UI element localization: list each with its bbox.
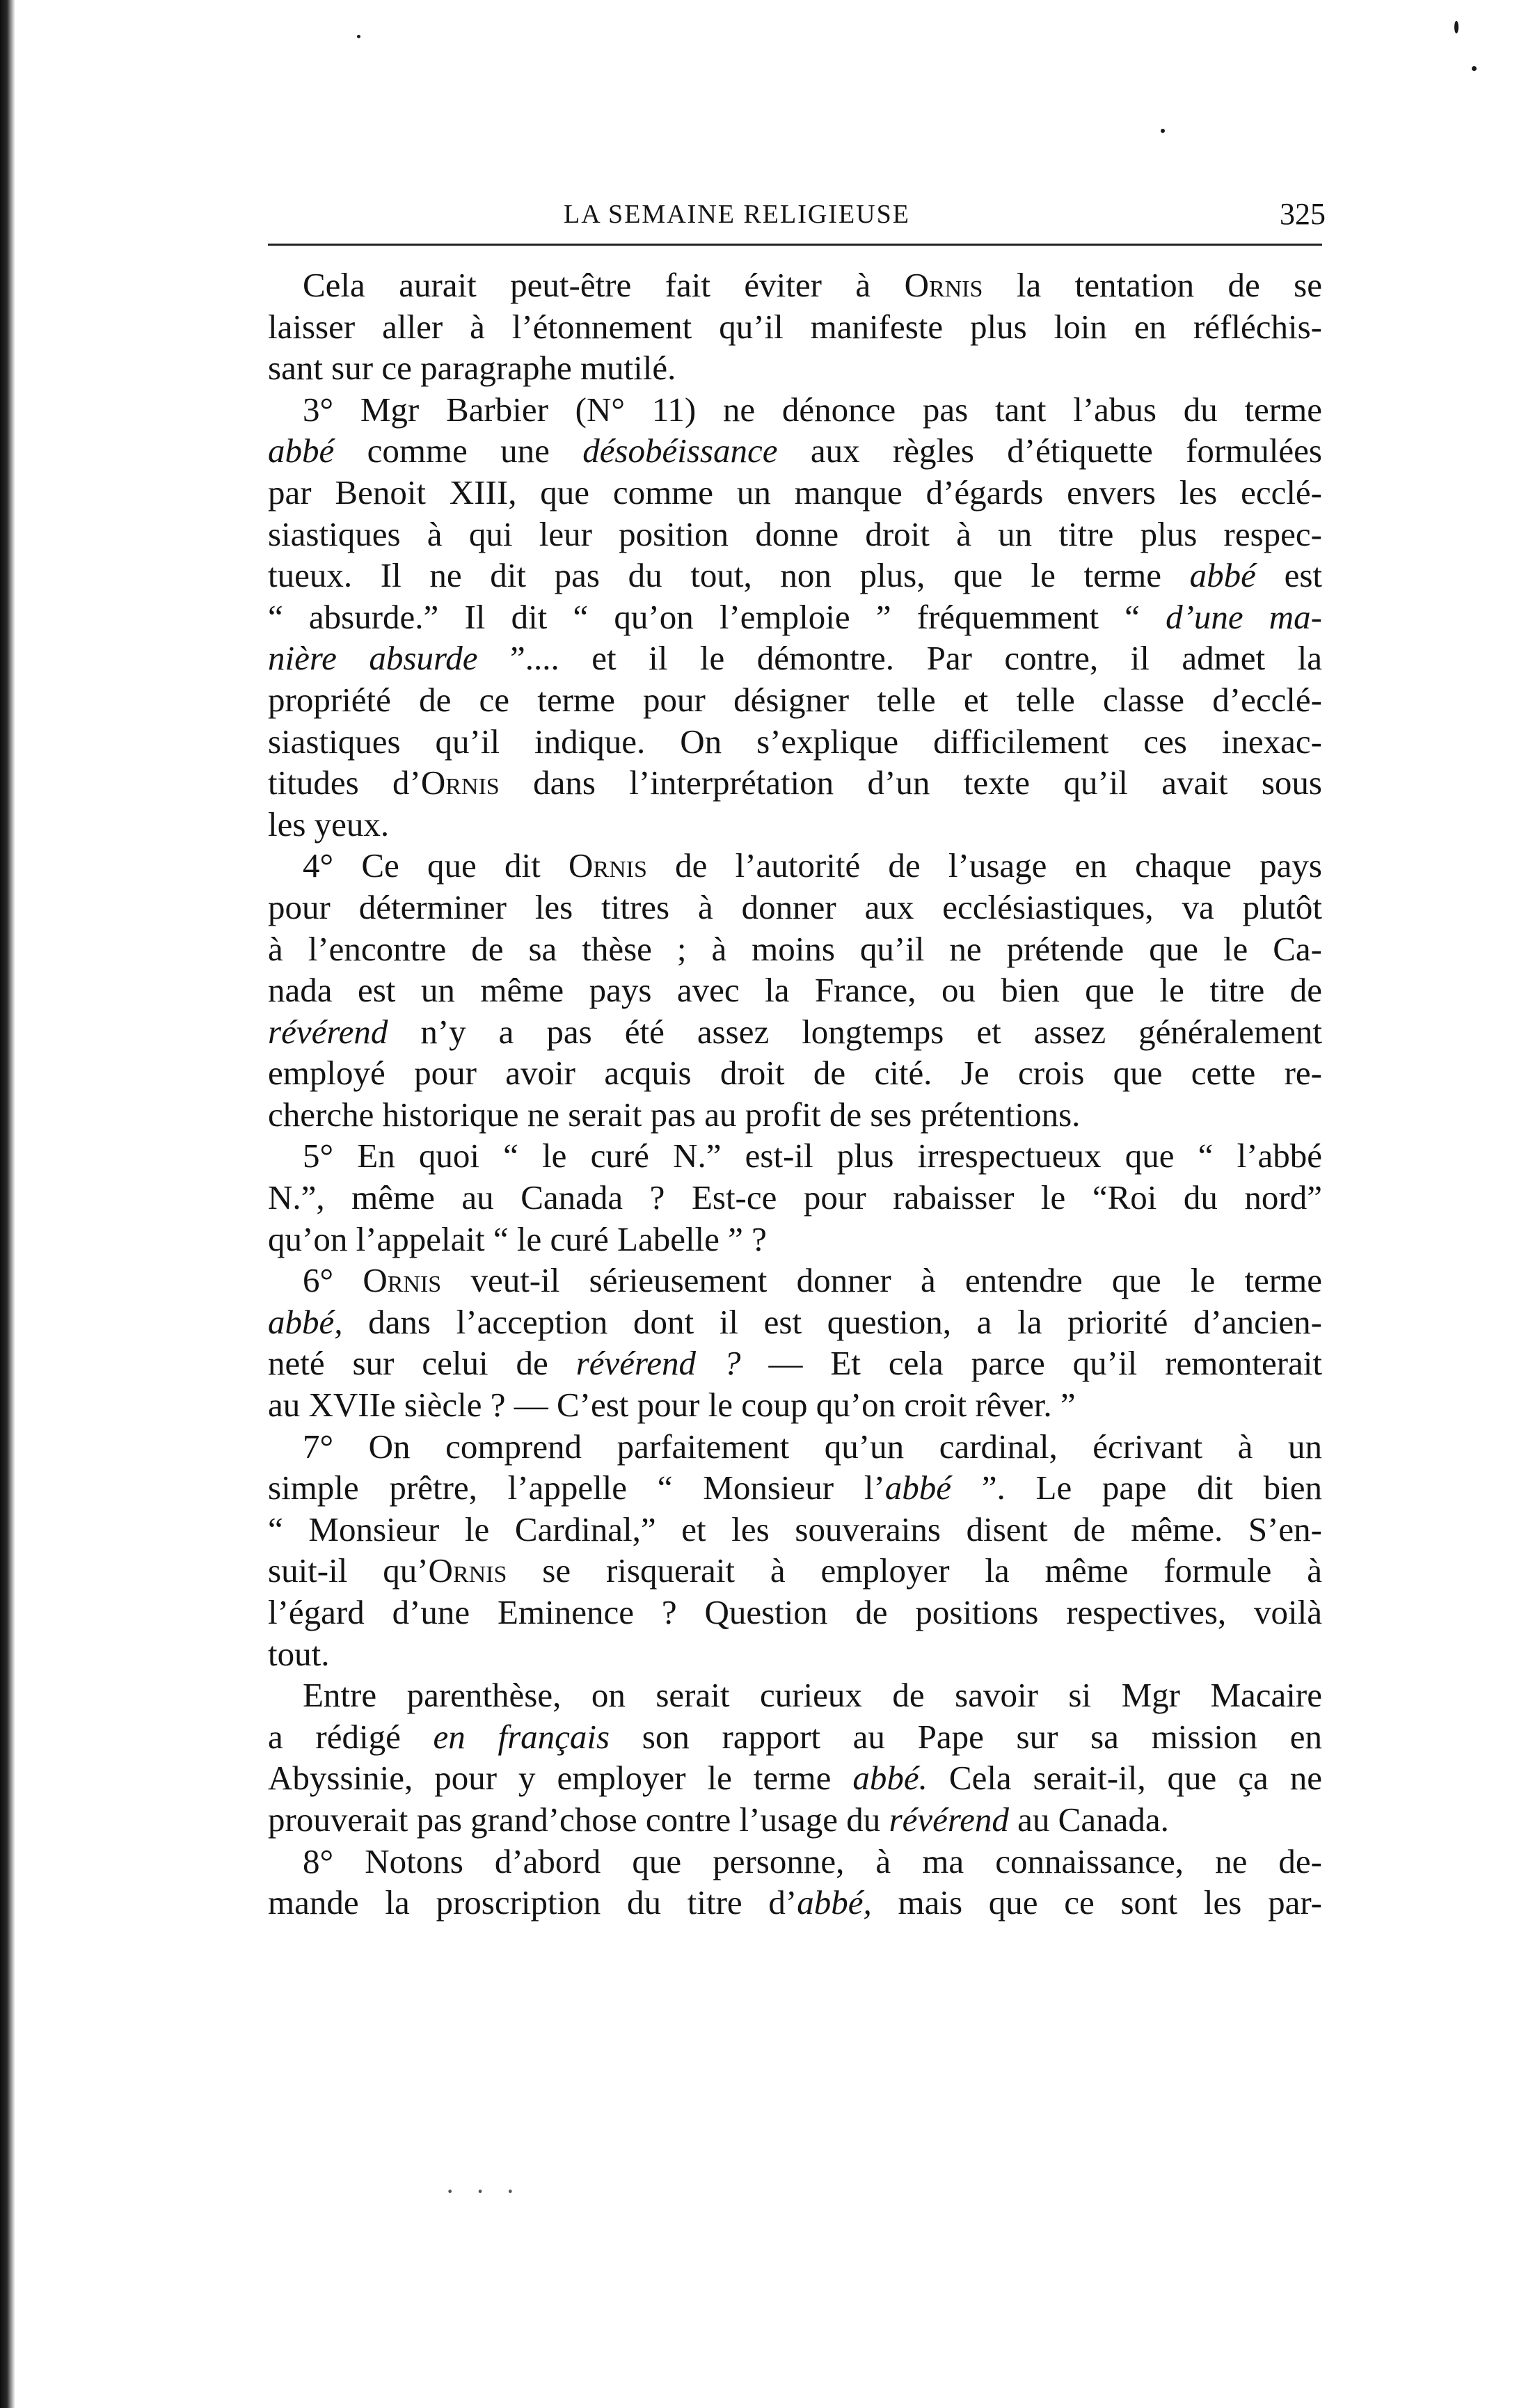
text-line: 5° En quoi “ le curé N.” est-il plus irrespectueux que “ l’abbé [303, 1136, 1322, 1175]
text-line: suit-il qu’Ornis se risquerait à employer la même formule à [268, 1551, 1322, 1590]
text-line: cherche historique ne serait pas au profit de ses prétentions. [268, 1095, 1081, 1134]
ink-speck [1472, 66, 1477, 71]
text-line: “ absurde.” Il dit “ qu’on l’emploie ” fréquemment “ d’une ma- [268, 597, 1323, 636]
text-line: mande la proscription du titre d’abbé, mais que ce sont les par- [268, 1883, 1322, 1922]
bleed-through-marks: · · · [445, 2176, 522, 2207]
body-text [268, 264, 1322, 1924]
text-line: 4° Ce que dit Ornis de l’autorité de l’usage en chaque pays [303, 846, 1322, 885]
binding-edge [0, 0, 15, 2408]
text-line: abbé comme une désobéissance aux règles d’étiquette formulées [268, 431, 1322, 470]
text-line: neté sur celui de révérend ? — Et cela parce qu’il remonterait [268, 1344, 1322, 1383]
text-line: les yeux. [268, 805, 390, 843]
text-line: employé pour avoir acquis droit de cité. Je crois que cette re- [268, 1054, 1322, 1093]
paragraph [268, 1426, 1322, 1675]
text-line: titudes d’Ornis dans l’interprétation d’un texte qu’il avait sous [268, 763, 1322, 802]
text-line: qu’on l’appelait “ le curé Labelle ” ? [268, 1219, 767, 1258]
text-line: propriété de ce terme pour désigner telle et telle classe d’ecclé- [268, 680, 1322, 719]
text-line: sant sur ce paragraphe mutilé. [268, 349, 676, 388]
text-line: Cela aurait peut-être fait éviter à Ornis la tentation de se [303, 266, 1322, 304]
text-line: “ Monsieur le Cardinal,” et les souverains disent de même. S’en- [268, 1510, 1322, 1548]
text-line: l’égard d’une Eminence ? Question de positions respectives, voilà [268, 1593, 1322, 1631]
running-header [268, 193, 1326, 235]
text-line: révérend n’y a pas été assez longtemps et assez généralement [268, 1012, 1322, 1051]
text-line: tueux. Il ne dit pas du tout, non plus, que le terme abbé est [268, 556, 1322, 595]
paragraph [268, 389, 1322, 846]
text-line: pour déterminer les titres à donner aux ecclésiastiques, va plutôt [268, 887, 1322, 926]
ink-speck [1161, 129, 1165, 133]
text-line: 3° Mgr Barbier (N° 11) ne dénonce pas tant l’abus du terme [303, 390, 1322, 429]
ink-speck [357, 35, 360, 38]
text-line: a rédigé en français son rapport au Pape sur sa mission en [268, 1717, 1322, 1756]
paragraph [268, 1260, 1322, 1425]
paragraph [268, 264, 1322, 389]
ink-speck [1454, 21, 1459, 33]
paragraph [268, 1841, 1322, 1924]
text-line: N.”, même au Canada ? Est-ce pour rabaisser le “Roi du nord” [268, 1178, 1322, 1217]
text-line: siastiques à qui leur position donne droit à un titre plus respec- [268, 514, 1322, 553]
paragraph [268, 1674, 1322, 1840]
page-number: 325 [1280, 197, 1326, 231]
text-line: nada est un même pays avec la France, ou bien que le titre de [268, 971, 1322, 1010]
text-line: prouverait pas grand’chose contre l’usage du révérend au Canada. [268, 1800, 1169, 1839]
paragraph [268, 1135, 1322, 1260]
text-line: 7° On comprend parfaitement qu’un cardinal, écrivant à un [303, 1427, 1322, 1466]
text-line: laisser aller à l’étonnement qu’il manifeste plus loin en réfléchis- [268, 307, 1322, 346]
text-line: nière absurde ”.... et il le démontre. Par contre, il admet la [268, 639, 1322, 678]
text-line: au XVIIe siècle ? — C’est pour le coup qu’on croit rêver. ” [268, 1386, 1076, 1425]
text-line: 8° Notons d’abord que personne, à ma connaissance, ne de- [303, 1841, 1322, 1880]
text-line: 6° Ornis veut-il sérieusement donner à entendre que le terme [303, 1261, 1322, 1300]
text-line: abbé, dans l’acception dont il est question, a la priorité d’ancien- [268, 1302, 1322, 1341]
text-line: par Benoit XIII, que comme un manque d’égards envers les ecclé- [268, 473, 1322, 512]
paragraph [268, 845, 1322, 1135]
running-title: LA SEMAINE RELIGIEUSE [564, 200, 910, 229]
text-line: simple prêtre, l’appelle “ Monsieur l’abbé ”. Le pape dit bien [268, 1468, 1323, 1507]
text-line: Entre parenthèse, on serait curieux de savoir si Mgr Macaire [303, 1676, 1322, 1715]
text-line: siastiques qu’il indique. On s’explique difficilement ces inexac- [268, 722, 1322, 761]
text-line: Abyssinie, pour y employer le terme abbé. Cela serait-il, que ça ne [268, 1759, 1323, 1798]
text-line: tout. [268, 1634, 330, 1673]
header-rule [268, 244, 1322, 246]
text-line: à l’encontre de sa thèse ; à moins qu’il ne prétende que le Ca- [268, 929, 1322, 968]
